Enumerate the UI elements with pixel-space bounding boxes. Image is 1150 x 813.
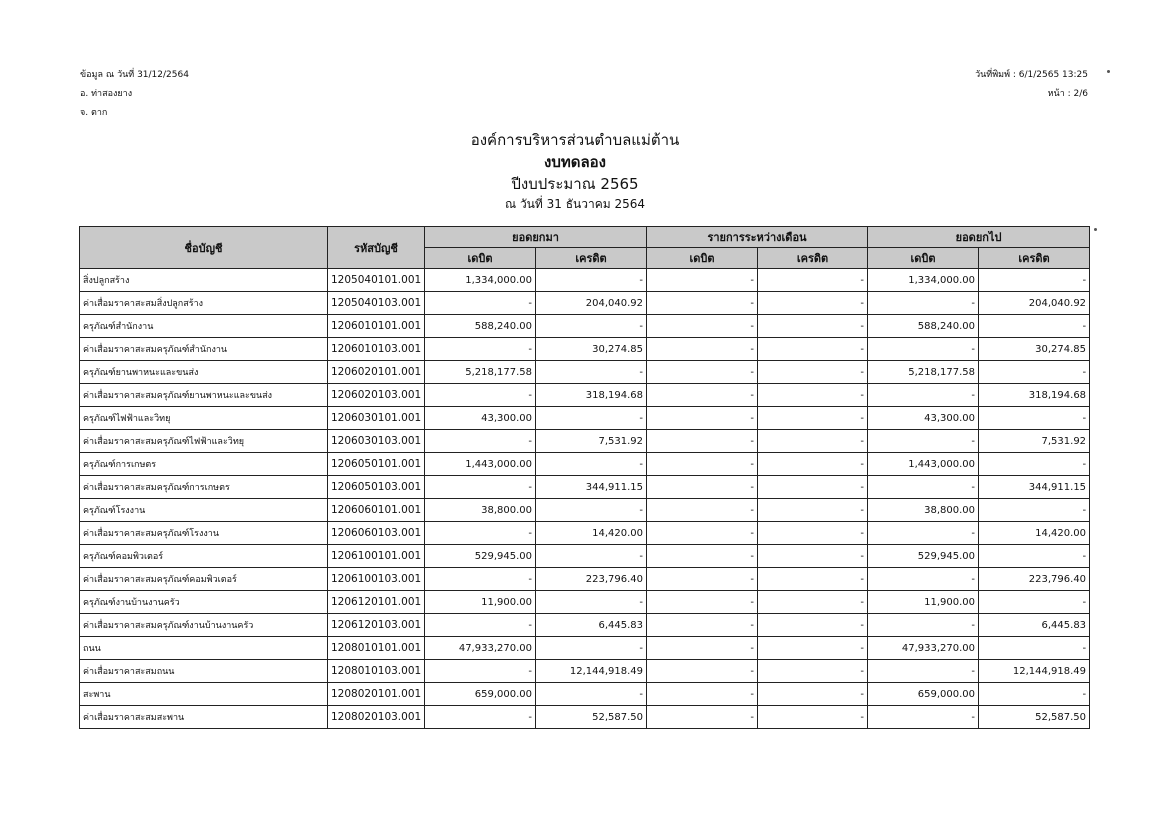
table-row: [80, 568, 1090, 591]
cell-account-name: ค่าเสื่อมราคาสะสมครุภัณฑ์สำนักงาน: [80, 338, 328, 361]
cell-bf-debit: 38,800.00: [425, 499, 536, 522]
cell-cf-credit: -: [979, 361, 1090, 384]
col-header-debit: เดบิต: [425, 248, 536, 269]
print-date: วันที่พิมพ์ : 6/1/2565 13:25: [975, 70, 1088, 80]
cell-account-code: 1206030101.001: [328, 407, 425, 430]
table-row: [80, 637, 1090, 660]
cell-bf-credit: 204,040.92: [536, 292, 647, 315]
cell-cf-credit: 30,274.85: [979, 338, 1090, 361]
cell-cf-debit: 1,443,000.00: [868, 453, 979, 476]
cell-cf-credit: -: [979, 407, 1090, 430]
cell-month-debit: -: [647, 269, 758, 292]
trial-balance-table: [79, 226, 1090, 729]
cell-account-code: 1206120103.001: [328, 614, 425, 637]
cell-month-debit: -: [647, 545, 758, 568]
cell-bf-credit: -: [536, 637, 647, 660]
cell-account-name: ค่าเสื่อมราคาสะสมครุภัณฑ์งานบ้านงานครัว: [80, 614, 328, 637]
cell-month-debit: -: [647, 499, 758, 522]
cell-bf-debit: -: [425, 338, 536, 361]
cell-month-debit: -: [647, 637, 758, 660]
cell-account-name: ค่าเสื่อมราคาสะสมครุภัณฑ์ยานพาหนะและขนส่ง: [80, 384, 328, 407]
cell-bf-credit: 344,911.15: [536, 476, 647, 499]
cell-account-code: 1206120101.001: [328, 591, 425, 614]
cell-month-credit: -: [758, 338, 868, 361]
cell-month-debit: -: [647, 522, 758, 545]
col-header-during-month: รายการระหว่างเดือน: [647, 227, 868, 248]
district: อ. ท่าสองยาง: [80, 89, 133, 99]
col-header-account-code: รหัสบัญชี: [328, 227, 425, 269]
table-row: [80, 292, 1090, 315]
col-header-account-name: ชื่อบัญชี: [80, 227, 328, 269]
cell-month-debit: -: [647, 591, 758, 614]
scan-speck: [1094, 228, 1097, 231]
col-header-debit: เดบิต: [647, 248, 758, 269]
cell-month-debit: -: [647, 476, 758, 499]
cell-account-name: ครุภัณฑ์คอมพิวเตอร์: [80, 545, 328, 568]
cell-month-credit: -: [758, 430, 868, 453]
cell-month-debit: -: [647, 430, 758, 453]
cell-account-name: ครุภัณฑ์งานบ้านงานครัว: [80, 591, 328, 614]
report-title: งบทดลอง: [544, 153, 606, 171]
cell-account-code: 1206010103.001: [328, 338, 425, 361]
cell-bf-credit: -: [536, 453, 647, 476]
cell-bf-credit: -: [536, 407, 647, 430]
cell-account-code: 1206060101.001: [328, 499, 425, 522]
col-header-credit: เครดิต: [758, 248, 868, 269]
organization-name: องค์การบริหารส่วนตำบลแม่ต้าน: [470, 131, 680, 149]
cell-cf-debit: -: [868, 522, 979, 545]
cell-bf-debit: -: [425, 292, 536, 315]
cell-cf-credit: 52,587.50: [979, 706, 1090, 729]
cell-cf-debit: -: [868, 660, 979, 683]
cell-account-code: 1206050101.001: [328, 453, 425, 476]
report-meta-left: [80, 66, 189, 123]
cell-bf-debit: -: [425, 660, 536, 683]
cell-bf-credit: 12,144,918.49: [536, 660, 647, 683]
table-body: [80, 269, 1090, 729]
col-header-brought-forward: ยอดยกมา: [425, 227, 647, 248]
cell-bf-debit: -: [425, 706, 536, 729]
cell-cf-credit: 7,531.92: [979, 430, 1090, 453]
cell-month-debit: -: [647, 706, 758, 729]
cell-bf-credit: -: [536, 545, 647, 568]
cell-month-debit: -: [647, 338, 758, 361]
cell-account-name: ค่าเสื่อมราคาสะสมครุภัณฑ์การเกษตร: [80, 476, 328, 499]
table-row: [80, 315, 1090, 338]
cell-cf-debit: 5,218,177.58: [868, 361, 979, 384]
table-row: [80, 430, 1090, 453]
cell-account-code: 1206030103.001: [328, 430, 425, 453]
cell-cf-debit: -: [868, 338, 979, 361]
cell-bf-credit: 6,445.83: [536, 614, 647, 637]
cell-account-name: สิ่งปลูกสร้าง: [80, 269, 328, 292]
cell-bf-credit: 223,796.40: [536, 568, 647, 591]
cell-bf-debit: -: [425, 522, 536, 545]
cell-cf-credit: -: [979, 453, 1090, 476]
province: จ. ตาก: [80, 108, 108, 118]
cell-cf-debit: -: [868, 568, 979, 591]
cell-bf-credit: -: [536, 361, 647, 384]
cell-month-credit: -: [758, 453, 868, 476]
cell-account-name: ครุภัณฑ์โรงงาน: [80, 499, 328, 522]
cell-cf-debit: 43,300.00: [868, 407, 979, 430]
cell-month-debit: -: [647, 361, 758, 384]
data-as-of: ข้อมูล ณ วันที่ 31/12/2564: [80, 70, 189, 80]
cell-account-code: 1206010101.001: [328, 315, 425, 338]
cell-cf-credit: -: [979, 269, 1090, 292]
table-row: [80, 476, 1090, 499]
table-row: [80, 499, 1090, 522]
cell-account-code: 1206020101.001: [328, 361, 425, 384]
cell-account-name: ค่าเสื่อมราคาสะสมครุภัณฑ์ไฟฟ้าและวิทยุ: [80, 430, 328, 453]
cell-month-credit: -: [758, 407, 868, 430]
table-row: [80, 269, 1090, 292]
cell-cf-debit: 47,933,270.00: [868, 637, 979, 660]
cell-account-name: ครุภัณฑ์สำนักงาน: [80, 315, 328, 338]
cell-bf-credit: -: [536, 315, 647, 338]
cell-cf-credit: 14,420.00: [979, 522, 1090, 545]
cell-cf-credit: -: [979, 545, 1090, 568]
cell-month-debit: -: [647, 292, 758, 315]
cell-cf-debit: -: [868, 614, 979, 637]
cell-cf-credit: 204,040.92: [979, 292, 1090, 315]
cell-cf-credit: 223,796.40: [979, 568, 1090, 591]
cell-month-credit: -: [758, 361, 868, 384]
cell-bf-credit: 14,420.00: [536, 522, 647, 545]
cell-cf-credit: -: [979, 315, 1090, 338]
cell-cf-debit: -: [868, 384, 979, 407]
report-meta-right: [975, 66, 1088, 104]
cell-account-code: 1205040103.001: [328, 292, 425, 315]
cell-bf-debit: 588,240.00: [425, 315, 536, 338]
cell-bf-debit: 529,945.00: [425, 545, 536, 568]
cell-month-credit: -: [758, 614, 868, 637]
cell-month-debit: -: [647, 568, 758, 591]
cell-bf-credit: -: [536, 683, 647, 706]
table-row: [80, 660, 1090, 683]
cell-bf-credit: -: [536, 499, 647, 522]
cell-bf-credit: 30,274.85: [536, 338, 647, 361]
cell-cf-credit: -: [979, 591, 1090, 614]
cell-account-name: ครุภัณฑ์ไฟฟ้าและวิทยุ: [80, 407, 328, 430]
cell-cf-credit: -: [979, 499, 1090, 522]
cell-account-code: 1206050103.001: [328, 476, 425, 499]
cell-bf-debit: -: [425, 384, 536, 407]
cell-month-debit: -: [647, 315, 758, 338]
cell-bf-debit: 47,933,270.00: [425, 637, 536, 660]
cell-month-debit: -: [647, 407, 758, 430]
cell-bf-debit: 659,000.00: [425, 683, 536, 706]
cell-bf-debit: -: [425, 614, 536, 637]
cell-month-credit: -: [758, 591, 868, 614]
cell-account-name: ถนน: [80, 637, 328, 660]
cell-account-code: 1206020103.001: [328, 384, 425, 407]
cell-cf-credit: -: [979, 637, 1090, 660]
cell-month-debit: -: [647, 453, 758, 476]
cell-month-credit: -: [758, 269, 868, 292]
cell-account-code: 1206100101.001: [328, 545, 425, 568]
cell-month-debit: -: [647, 384, 758, 407]
cell-month-debit: -: [647, 660, 758, 683]
cell-month-credit: -: [758, 637, 868, 660]
cell-account-code: 1205040101.001: [328, 269, 425, 292]
col-header-credit: เครดิต: [536, 248, 647, 269]
cell-account-name: ครุภัณฑ์การเกษตร: [80, 453, 328, 476]
table-row: [80, 706, 1090, 729]
cell-month-credit: -: [758, 315, 868, 338]
cell-account-code: 1206060103.001: [328, 522, 425, 545]
cell-account-name: ค่าเสื่อมราคาสะสมสะพาน: [80, 706, 328, 729]
cell-month-credit: -: [758, 292, 868, 315]
cell-cf-credit: 6,445.83: [979, 614, 1090, 637]
cell-cf-credit: 12,144,918.49: [979, 660, 1090, 683]
table-row: [80, 591, 1090, 614]
cell-account-code: 1206100103.001: [328, 568, 425, 591]
table-row: [80, 384, 1090, 407]
cell-month-credit: -: [758, 545, 868, 568]
report-title-block: [0, 129, 1150, 213]
cell-cf-debit: 11,900.00: [868, 591, 979, 614]
cell-account-name: ครุภัณฑ์ยานพาหนะและขนส่ง: [80, 361, 328, 384]
cell-month-credit: -: [758, 522, 868, 545]
cell-month-debit: -: [647, 683, 758, 706]
cell-month-credit: -: [758, 660, 868, 683]
cell-account-name: ค่าเสื่อมราคาสะสมสิ่งปลูกสร้าง: [80, 292, 328, 315]
cell-bf-credit: 7,531.92: [536, 430, 647, 453]
col-header-carried-forward: ยอดยกไป: [868, 227, 1090, 248]
cell-bf-debit: -: [425, 568, 536, 591]
cell-cf-debit: -: [868, 706, 979, 729]
cell-account-code: 1208010103.001: [328, 660, 425, 683]
cell-bf-debit: 11,900.00: [425, 591, 536, 614]
cell-account-name: ค่าเสื่อมราคาสะสมครุภัณฑ์คอมพิวเตอร์: [80, 568, 328, 591]
cell-cf-debit: 1,334,000.00: [868, 269, 979, 292]
cell-account-name: ค่าเสื่อมราคาสะสมถนน: [80, 660, 328, 683]
header-row-1: [80, 227, 1090, 248]
cell-account-code: 1208020103.001: [328, 706, 425, 729]
page-number: หน้า : 2/6: [1047, 89, 1088, 99]
cell-bf-credit: 318,194.68: [536, 384, 647, 407]
scan-speck: [1107, 70, 1110, 73]
cell-month-credit: -: [758, 683, 868, 706]
table-row: [80, 614, 1090, 637]
table-row: [80, 522, 1090, 545]
cell-bf-debit: 43,300.00: [425, 407, 536, 430]
table-row: [80, 361, 1090, 384]
cell-cf-debit: -: [868, 430, 979, 453]
cell-month-debit: -: [647, 614, 758, 637]
cell-account-code: 1208010101.001: [328, 637, 425, 660]
cell-month-credit: -: [758, 384, 868, 407]
cell-cf-debit: 38,800.00: [868, 499, 979, 522]
cell-bf-credit: -: [536, 591, 647, 614]
cell-account-name: ค่าเสื่อมราคาสะสมครุภัณฑ์โรงงาน: [80, 522, 328, 545]
cell-bf-credit: -: [536, 269, 647, 292]
cell-bf-debit: 1,334,000.00: [425, 269, 536, 292]
cell-month-credit: -: [758, 568, 868, 591]
cell-cf-debit: 588,240.00: [868, 315, 979, 338]
cell-bf-debit: -: [425, 430, 536, 453]
cell-bf-credit: 52,587.50: [536, 706, 647, 729]
cell-month-credit: -: [758, 706, 868, 729]
cell-account-name: สะพาน: [80, 683, 328, 706]
as-of-date: ณ วันที่ 31 ธันวาคม 2564: [505, 197, 645, 211]
col-header-debit: เดบิต: [868, 248, 979, 269]
table-row: [80, 545, 1090, 568]
col-header-credit: เครดิต: [979, 248, 1090, 269]
cell-cf-credit: 344,911.15: [979, 476, 1090, 499]
cell-month-credit: -: [758, 499, 868, 522]
cell-cf-debit: -: [868, 292, 979, 315]
cell-bf-debit: 1,443,000.00: [425, 453, 536, 476]
cell-bf-debit: 5,218,177.58: [425, 361, 536, 384]
cell-cf-debit: 659,000.00: [868, 683, 979, 706]
cell-bf-debit: -: [425, 476, 536, 499]
cell-cf-credit: -: [979, 683, 1090, 706]
table-row: [80, 453, 1090, 476]
table-row: [80, 407, 1090, 430]
table-row: [80, 338, 1090, 361]
fiscal-year: ปีงบประมาณ 2565: [511, 175, 639, 193]
cell-cf-credit: 318,194.68: [979, 384, 1090, 407]
cell-account-code: 1208020101.001: [328, 683, 425, 706]
cell-cf-debit: 529,945.00: [868, 545, 979, 568]
cell-cf-debit: -: [868, 476, 979, 499]
cell-month-credit: -: [758, 476, 868, 499]
table-row: [80, 683, 1090, 706]
